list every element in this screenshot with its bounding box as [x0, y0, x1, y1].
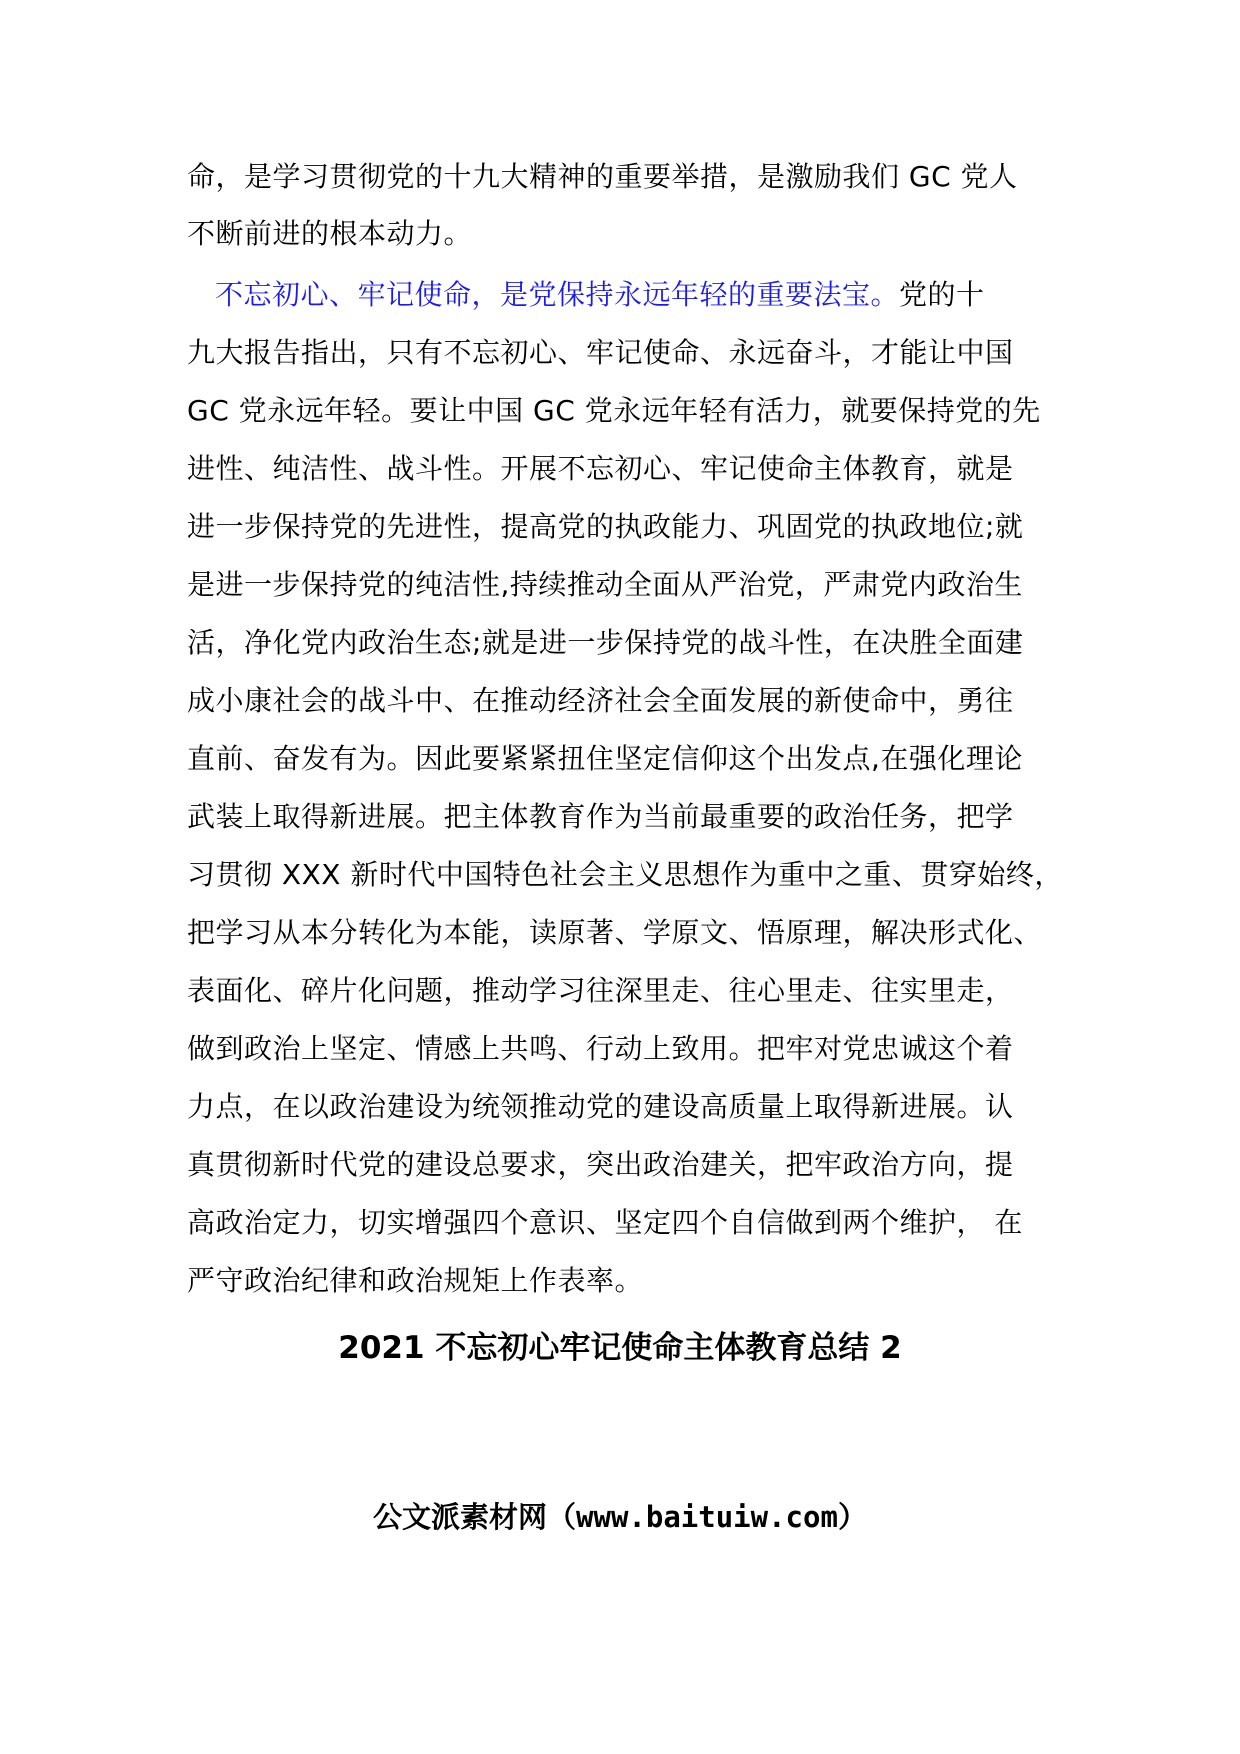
paragraph2-line: 严守政治纪律和政治规矩上作表率。: [187, 1264, 644, 1297]
paragraph2-line: 成小康社会的战斗中、在推动经济社会全面发展的新使命中，勇往: [187, 684, 1014, 717]
paragraph2-line: 活，净化党内政治生态;就是进一步保持党的战斗性，在决胜全面建: [187, 626, 1024, 659]
paragraph1-line-1: 命，是学习贯彻党的十九大精神的重要举措，是激励我们 GC 党人: [187, 160, 1018, 193]
paragraph2-line: 习贯彻 XXX 新时代中国特色社会主义思想作为重中之重、贯穿始终，: [187, 858, 1063, 891]
footer-site-name: 公文派素材网: [373, 1500, 548, 1534]
footer-url: （www.baituiw.com）: [547, 1500, 867, 1534]
footer-source: [0, 1495, 1240, 1539]
section-heading: 2021 不忘初心牢记使命主体教育总结 2: [338, 1330, 902, 1366]
paragraph2-line: 是进一步保持党的纯洁性,持续推动全面从严治党，严肃党内政治生: [187, 568, 1023, 601]
first-line-rest: 党的十: [899, 278, 985, 311]
paragraph2-line: 进一步保持党的先进性，提高党的执政能力、巩固党的执政地位;就: [187, 510, 1024, 543]
paragraph2-line: 表面化、碎片化问题，推动学习往深里走、往心里走、往实里走，: [187, 974, 1014, 1007]
paragraph2-line: 把学习从本分转化为本能，读原著、学原文、悟原理，解决形式化、: [187, 916, 1043, 949]
paragraph2-line: 做到政治上坚定、情感上共鸣、行动上致用。把牢对党忠诚这个着: [187, 1032, 1014, 1065]
paragraph2-line: 进性、纯洁性、战斗性。开展不忘初心、牢记使命主体教育，就是: [187, 452, 1014, 485]
highlighted-sentence: 不忘初心、牢记使命，是党保持永远年轻的重要法宝。: [215, 278, 900, 311]
paragraph2-line: 九大报告指出，只有不忘初心、牢记使命、永远奋斗，才能让中国: [187, 336, 1014, 369]
paragraph2-line: 力点，在以政治建设为统领推动党的建设高质量上取得新进展。认: [187, 1090, 1014, 1123]
paragraph2-line: 直前、奋发有为。因此要紧紧扭住坚定信仰这个出发点,在强化理论: [187, 742, 1023, 775]
paragraph1-line-2: 不断前进的根本动力。: [187, 217, 473, 250]
paragraph2-line: 真贯彻新时代党的建设总要求，突出政治建关，把牢政治方向，提: [187, 1148, 1014, 1181]
paragraph2-line: GC 党永远年轻。要让中国 GC 党永远年轻有活力，就要保持党的先: [187, 394, 1041, 427]
paragraph2-first-line: [215, 275, 985, 315]
paragraph2-line: 武装上取得新进展。把主体教育作为当前最重要的政治任务，把学: [187, 800, 1014, 833]
paragraph2-line: 高政治定力，切实增强四个意识、坚定四个自信做到两个维护， 在: [187, 1206, 1023, 1239]
